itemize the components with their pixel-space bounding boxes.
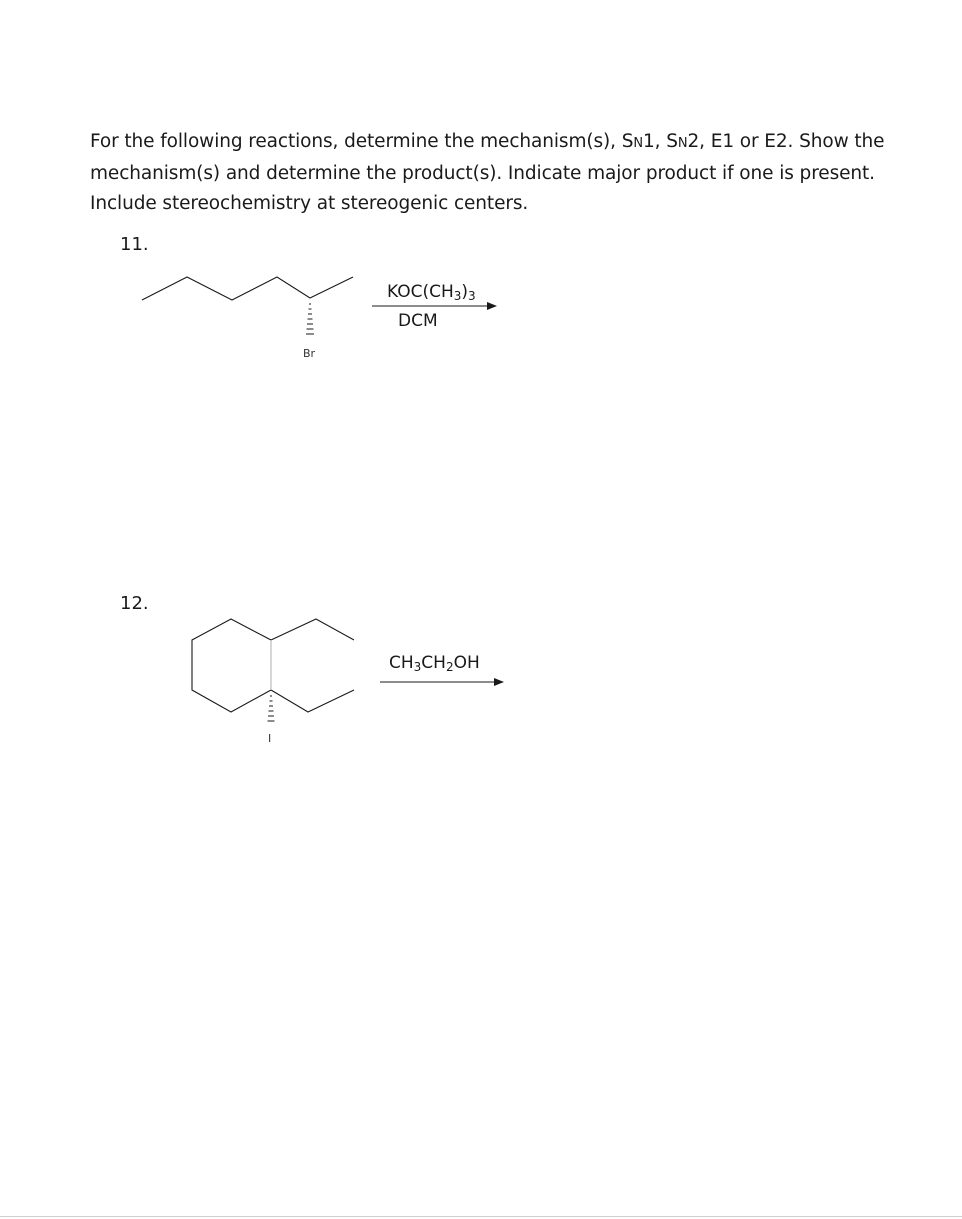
reagent-11-below-arrow: DCM [398,311,438,331]
molecule-11-hashed-wedge [306,304,314,334]
molecule-12-i-label: I [268,732,272,745]
question-number-12: 12. [120,593,149,614]
question-number-11: 11. [120,234,149,255]
molecule-12-skeleton [192,619,354,712]
molecule-12-hashed-wedge [268,696,275,721]
page-bottom-divider [0,1216,962,1217]
reagent-11-above-arrow: $KOC(CH_3)_3$ [387,282,476,303]
instructions-paragraph: For the following reactions, determine the mechanism(s), SN1, SN2, E1 or E2. Show the mechanism(s) and determine the product(s). Indicate major product if one is present. Include stereochemistry at stereogenic centers. [90,131,885,214]
molecule-11-br-label: Br [303,347,316,360]
reagent-12-above-arrow: $CH_3CH_2OH$ [389,653,480,674]
molecule-11-skeleton [142,277,353,300]
